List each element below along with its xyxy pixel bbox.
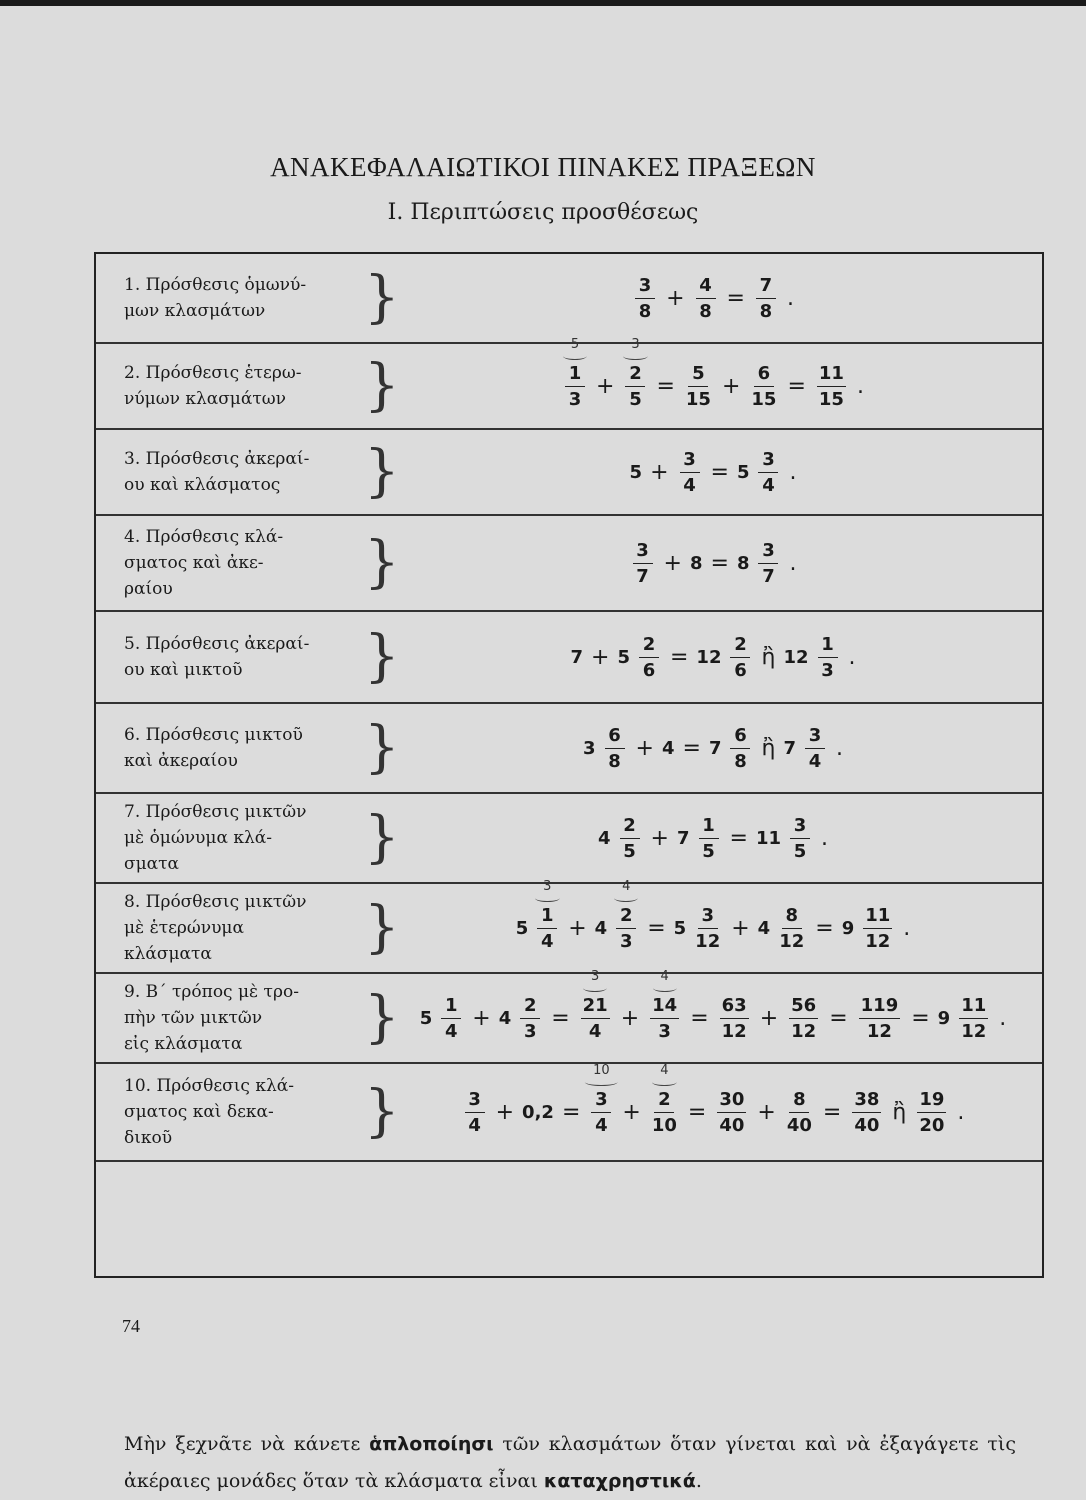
numerator: 3 xyxy=(591,1089,611,1113)
formula xyxy=(396,794,1032,882)
case-label-line: 10. Πρόσθεσις κλά- xyxy=(124,1076,294,1096)
conjunction-or: ἢ xyxy=(892,1099,907,1125)
case-label-line: 9. Β΄ τρόπος μὲ τρο- xyxy=(124,982,299,1002)
numerator: 6 xyxy=(730,725,750,749)
denominator: 8 xyxy=(699,300,712,322)
numerator: 3 xyxy=(790,815,810,839)
case-label-line: ραίου xyxy=(124,579,173,599)
brace-glyph: } xyxy=(364,624,400,689)
case-label-line: σματος καὶ ἀκε- xyxy=(124,553,264,573)
operator: = xyxy=(656,373,675,399)
integer: 8 xyxy=(689,552,703,574)
fraction xyxy=(753,275,779,322)
operator: . xyxy=(999,1005,1007,1031)
numerator: 5 xyxy=(688,363,708,387)
brace-glyph: } xyxy=(364,265,400,330)
operator: = xyxy=(551,1005,570,1031)
numerator: 11 xyxy=(959,995,988,1019)
formula xyxy=(396,254,1032,342)
denominator: 12 xyxy=(695,930,721,952)
fraction xyxy=(462,1089,488,1136)
denominator: 5 xyxy=(623,840,636,862)
brace-glyph: } xyxy=(364,985,400,1050)
case-label xyxy=(124,704,374,792)
case-label xyxy=(124,430,374,514)
numerator: 3 xyxy=(758,449,778,473)
fraction xyxy=(787,815,813,862)
denominator: 5 xyxy=(629,388,642,410)
fraction xyxy=(630,540,656,587)
fraction-multiplier: 4 xyxy=(660,968,669,984)
denominator: 7 xyxy=(762,565,775,587)
reminder-note xyxy=(124,1426,1016,1500)
numerator: 2 xyxy=(654,1089,674,1113)
integer: 7 xyxy=(783,737,796,759)
table-row xyxy=(96,516,1042,612)
operator: . xyxy=(821,825,828,851)
case-label xyxy=(124,516,374,610)
numerator: 63 xyxy=(720,995,749,1019)
fraction xyxy=(815,634,841,681)
note-text-2: τῶν κλασμάτων ὅταν γίνεται καὶ νὰ ἐξαγάγετε τὶς ἀκέραιες μονάδες ὅταν τὰ κλάσματα εἶναι xyxy=(124,1433,1017,1492)
case-label-line: 6. Πρόσθεσις μικτοῦ xyxy=(124,725,303,745)
fraction-multiplier: 3 xyxy=(543,878,552,894)
denominator: 15 xyxy=(751,388,777,410)
operator: + xyxy=(757,1099,776,1125)
fraction xyxy=(856,995,904,1042)
table-row xyxy=(96,254,1042,344)
operator: = xyxy=(669,644,689,670)
conjunction-or: ἢ xyxy=(761,644,776,670)
case-label-line: σματος καὶ δεκα- xyxy=(124,1102,274,1122)
denominator: 8 xyxy=(759,300,773,322)
formula xyxy=(396,704,1032,792)
numerator: 2 xyxy=(616,905,636,929)
fraction xyxy=(438,995,464,1042)
fraction-multiplier: 4 xyxy=(660,1062,669,1078)
denominator: 6 xyxy=(734,659,747,681)
numerator: 3 xyxy=(758,540,778,564)
table-row xyxy=(96,704,1042,794)
denominator: 3 xyxy=(658,1020,671,1042)
integer: 5 xyxy=(673,917,687,939)
numerator: 1 xyxy=(818,634,838,658)
denominator: 3 xyxy=(568,388,582,410)
fraction xyxy=(814,363,849,410)
numerator: 2 xyxy=(520,995,540,1019)
case-label-line: καὶ ἀκεραίου xyxy=(124,751,238,771)
case-label-line: 7. Πρόσθεσις μικτῶν xyxy=(124,802,307,822)
operator: . xyxy=(903,915,911,941)
operator: = xyxy=(710,459,729,485)
case-label xyxy=(124,794,374,882)
operator: + xyxy=(622,1099,641,1125)
operator: = xyxy=(815,915,834,941)
numerator: 3 xyxy=(805,725,825,749)
numerator: 2 xyxy=(730,634,750,658)
denominator: 4 xyxy=(808,750,822,772)
denominator: 5 xyxy=(702,840,715,862)
operator: = xyxy=(710,550,729,576)
brace-glyph: } xyxy=(364,1079,400,1144)
brace-glyph: } xyxy=(364,530,400,595)
denominator: 40 xyxy=(854,1114,880,1136)
fraction xyxy=(632,275,658,322)
formula xyxy=(396,516,1032,610)
numerator: 19 xyxy=(917,1089,946,1113)
operator: + xyxy=(635,735,654,761)
integer: 4 xyxy=(598,827,611,849)
operator: = xyxy=(690,1005,709,1031)
fraction xyxy=(802,725,828,772)
operator: = xyxy=(829,1005,848,1031)
integer: 7 xyxy=(676,827,690,849)
page-number: 74 xyxy=(122,1316,140,1336)
case-label-line: μὲ ὁμώνυμα κλά- xyxy=(124,828,272,848)
case-label-line: ου καὶ μικτοῦ xyxy=(124,660,243,680)
numerator: 3 xyxy=(635,275,655,299)
case-label-line: εἰς κλάσματα xyxy=(124,1034,243,1054)
formula xyxy=(396,336,1032,428)
numerator: 6 xyxy=(605,725,625,749)
fraction-multiplier: 4 xyxy=(622,878,631,894)
integer: 9 xyxy=(937,1007,951,1029)
operator: . xyxy=(957,1099,965,1125)
numerator: 119 xyxy=(859,995,901,1019)
operator: + xyxy=(666,285,685,311)
numerator: 38 xyxy=(852,1089,881,1113)
operator: . xyxy=(856,373,864,399)
fraction xyxy=(727,725,753,772)
operator: + xyxy=(650,825,669,851)
denominator: 12 xyxy=(779,930,805,952)
brace-glyph: } xyxy=(364,715,400,780)
operator: + xyxy=(759,1005,779,1031)
fraction xyxy=(677,449,703,496)
fraction xyxy=(683,363,714,410)
table-row xyxy=(96,794,1042,884)
fraction xyxy=(693,275,719,322)
table-row xyxy=(96,878,1042,974)
denominator: 4 xyxy=(468,1114,481,1136)
operator: = xyxy=(729,825,748,851)
fraction xyxy=(602,725,628,772)
operator: . xyxy=(835,735,843,761)
integer: 3 xyxy=(583,737,596,759)
denominator: 40 xyxy=(719,1114,745,1136)
numerator: 6 xyxy=(754,363,774,387)
fraction xyxy=(755,449,781,496)
numerator: 11 xyxy=(863,905,892,929)
operator: = xyxy=(787,373,806,399)
fraction xyxy=(647,968,682,1042)
table-row xyxy=(96,612,1042,704)
section-subtitle: I. Περιπτώσεις προσθέσεως xyxy=(387,200,699,225)
case-label-line: μων κλασμάτων xyxy=(124,301,266,321)
brace-glyph: } xyxy=(364,353,400,418)
integer: 11 xyxy=(755,827,781,849)
denominator: 4 xyxy=(540,930,554,952)
page-title: ΑΝΑΚΕΦΑΛΑΙΩΤΙΚΟΙ ΠΙΝΑΚΕΣ ΠΡΑΞΕΩΝ xyxy=(270,152,816,182)
fraction xyxy=(956,995,991,1042)
fraction xyxy=(696,815,722,862)
operator: = xyxy=(687,1099,707,1125)
fraction xyxy=(578,968,613,1042)
case-label xyxy=(124,254,374,342)
fraction xyxy=(717,995,752,1042)
fraction xyxy=(636,634,662,681)
note-text-1: Μὴν ξεχνᾶτε νὰ κάνετε xyxy=(124,1433,370,1455)
numerator: 56 xyxy=(789,995,818,1019)
scan-top-edge xyxy=(0,0,1086,6)
table-row xyxy=(96,1064,1042,1162)
fraction xyxy=(776,905,807,952)
denominator: 8 xyxy=(638,300,652,322)
numerator: 11 xyxy=(817,363,846,387)
denominator: 4 xyxy=(683,474,696,496)
case-label-line: 1. Πρόσθεσις ὁμωνύ- xyxy=(124,275,307,295)
numerator: 1 xyxy=(537,905,557,929)
denominator: 12 xyxy=(866,1020,892,1042)
fraction xyxy=(914,1089,949,1136)
fraction xyxy=(517,995,543,1042)
case-label xyxy=(124,344,374,428)
case-label-line: σματα xyxy=(124,854,180,874)
formula xyxy=(396,430,1032,514)
integer: 5 xyxy=(419,1007,433,1029)
fraction xyxy=(786,995,821,1042)
operator: + xyxy=(663,550,682,576)
denominator: 12 xyxy=(721,1020,747,1042)
fraction xyxy=(755,540,781,587)
note-bold-2: καταχρηστικά xyxy=(543,1470,696,1492)
fraction-multiplier: 3 xyxy=(631,336,640,352)
denominator: 8 xyxy=(734,750,747,772)
brace-glyph: } xyxy=(364,805,400,870)
operator: + xyxy=(591,644,610,670)
denominator: 4 xyxy=(595,1114,608,1136)
numerator: 3 xyxy=(465,1089,485,1113)
case-label xyxy=(124,884,374,972)
fraction xyxy=(649,1062,680,1136)
case-label-line: 2. Πρόσθεσις ἑτερω- xyxy=(124,363,302,383)
integer: 8 xyxy=(736,552,750,574)
brace-glyph: } xyxy=(364,439,400,504)
numerator: 30 xyxy=(717,1089,746,1113)
case-label xyxy=(124,1064,374,1160)
integer: 4 xyxy=(498,1007,512,1029)
operator: + xyxy=(472,1005,491,1031)
denominator: 3 xyxy=(619,930,633,952)
operator: . xyxy=(789,550,797,576)
operator: . xyxy=(789,459,797,485)
denominator: 5 xyxy=(793,840,807,862)
denominator: 15 xyxy=(685,388,711,410)
numerator: 2 xyxy=(625,363,645,387)
fraction xyxy=(748,363,779,410)
integer: 4 xyxy=(757,917,771,939)
fraction-multiplier: 10 xyxy=(593,1062,610,1078)
operator: + xyxy=(721,373,741,399)
case-label-line: 3. Πρόσθεσις ἀκεραί- xyxy=(124,449,310,469)
integer: 7 xyxy=(570,646,584,668)
numerator: 3 xyxy=(633,540,653,564)
integer: 7 xyxy=(708,737,722,759)
operator: + xyxy=(568,915,587,941)
table-row xyxy=(96,968,1042,1064)
brace-glyph: } xyxy=(364,895,400,960)
fraction-multiplier: 3 xyxy=(591,968,600,984)
operator: = xyxy=(726,285,745,311)
numerator: 3 xyxy=(698,905,718,929)
numerator: 8 xyxy=(782,905,802,929)
case-label-line: πὴν τῶν μικτῶν xyxy=(124,1008,263,1028)
denominator: 15 xyxy=(818,388,844,410)
case-label-line: 4. Πρόσθεσις κλά- xyxy=(124,527,284,547)
denominator: 6 xyxy=(642,659,656,681)
integer: 9 xyxy=(841,917,855,939)
denominator: 12 xyxy=(791,1020,817,1042)
denominator: 12 xyxy=(865,930,891,952)
formula xyxy=(396,612,1032,702)
integer: 0,2 xyxy=(522,1101,554,1123)
fraction xyxy=(860,905,895,952)
numerator: 1 xyxy=(565,363,585,387)
numerator: 7 xyxy=(756,275,776,299)
integer: 5 xyxy=(736,461,750,483)
fraction xyxy=(562,336,588,410)
fraction xyxy=(617,815,643,862)
denominator: 40 xyxy=(786,1114,812,1136)
denominator: 3 xyxy=(821,659,834,681)
denominator: 4 xyxy=(444,1020,458,1042)
table-row xyxy=(96,336,1042,430)
integer: 5 xyxy=(515,917,529,939)
operator: + xyxy=(650,459,669,485)
operator: = xyxy=(822,1099,842,1125)
formula xyxy=(396,1064,1032,1160)
case-label-line: νύμων κλασμάτων xyxy=(124,389,286,409)
integer: 5 xyxy=(617,646,630,668)
fraction xyxy=(534,878,560,952)
fraction xyxy=(692,905,723,952)
fraction xyxy=(613,878,639,952)
case-label-line: μὲ ἑτερώνυμα xyxy=(124,918,244,938)
case-label-line: κλάσματα xyxy=(124,944,212,964)
integer: 4 xyxy=(594,917,608,939)
operator: + xyxy=(731,915,750,941)
conjunction-or: ἢ xyxy=(761,735,776,761)
denominator: 3 xyxy=(523,1020,537,1042)
case-label-line: 5. Πρόσθεσις ἀκεραί- xyxy=(124,634,310,654)
case-label-line: δικοῦ xyxy=(124,1128,173,1148)
numerator: 1 xyxy=(699,815,719,839)
case-label-line: 8. Πρόσθεσις μικτῶν xyxy=(124,892,307,912)
operator: . xyxy=(786,285,794,311)
operator: + xyxy=(620,1005,640,1031)
numerator: 2 xyxy=(639,634,659,658)
table-row xyxy=(96,430,1042,516)
denominator: 4 xyxy=(762,474,775,496)
numerator: 1 xyxy=(441,995,461,1019)
fraction-multiplier: 5 xyxy=(570,336,580,352)
integer: 12 xyxy=(696,646,722,668)
formula xyxy=(396,968,1032,1062)
fraction xyxy=(714,1089,749,1136)
integer: 5 xyxy=(629,461,643,483)
denominator: 8 xyxy=(608,750,621,772)
fraction xyxy=(622,336,648,410)
operator: . xyxy=(848,644,856,670)
operator: + xyxy=(495,1099,515,1125)
numerator: 2 xyxy=(620,815,640,839)
numerator: 21 xyxy=(581,995,610,1019)
numerator: 8 xyxy=(789,1089,809,1113)
denominator: 12 xyxy=(961,1020,987,1042)
operator: + xyxy=(596,373,615,399)
operator: = xyxy=(911,1005,930,1031)
denominator: 20 xyxy=(919,1114,945,1136)
fraction xyxy=(588,1062,614,1136)
fraction xyxy=(784,1089,815,1136)
numerator: 4 xyxy=(696,275,716,299)
case-label-line: ου καὶ κλάσματος xyxy=(124,475,281,495)
operator: = xyxy=(647,915,666,941)
integer: 12 xyxy=(783,646,809,668)
fraction xyxy=(849,1089,884,1136)
note-text-3: . xyxy=(695,1470,702,1492)
case-label xyxy=(124,612,374,702)
formula xyxy=(396,878,1032,972)
fraction xyxy=(727,634,753,681)
operator: = xyxy=(682,735,701,761)
operator: = xyxy=(561,1099,581,1125)
integer: 4 xyxy=(661,737,675,759)
numerator: 14 xyxy=(650,995,679,1019)
numerator: 3 xyxy=(680,449,700,473)
denominator: 7 xyxy=(636,565,649,587)
denominator: 10 xyxy=(651,1114,677,1136)
denominator: 4 xyxy=(588,1020,602,1042)
note-bold-1: ἁπλοποίησι xyxy=(369,1433,494,1455)
case-label xyxy=(124,974,374,1062)
